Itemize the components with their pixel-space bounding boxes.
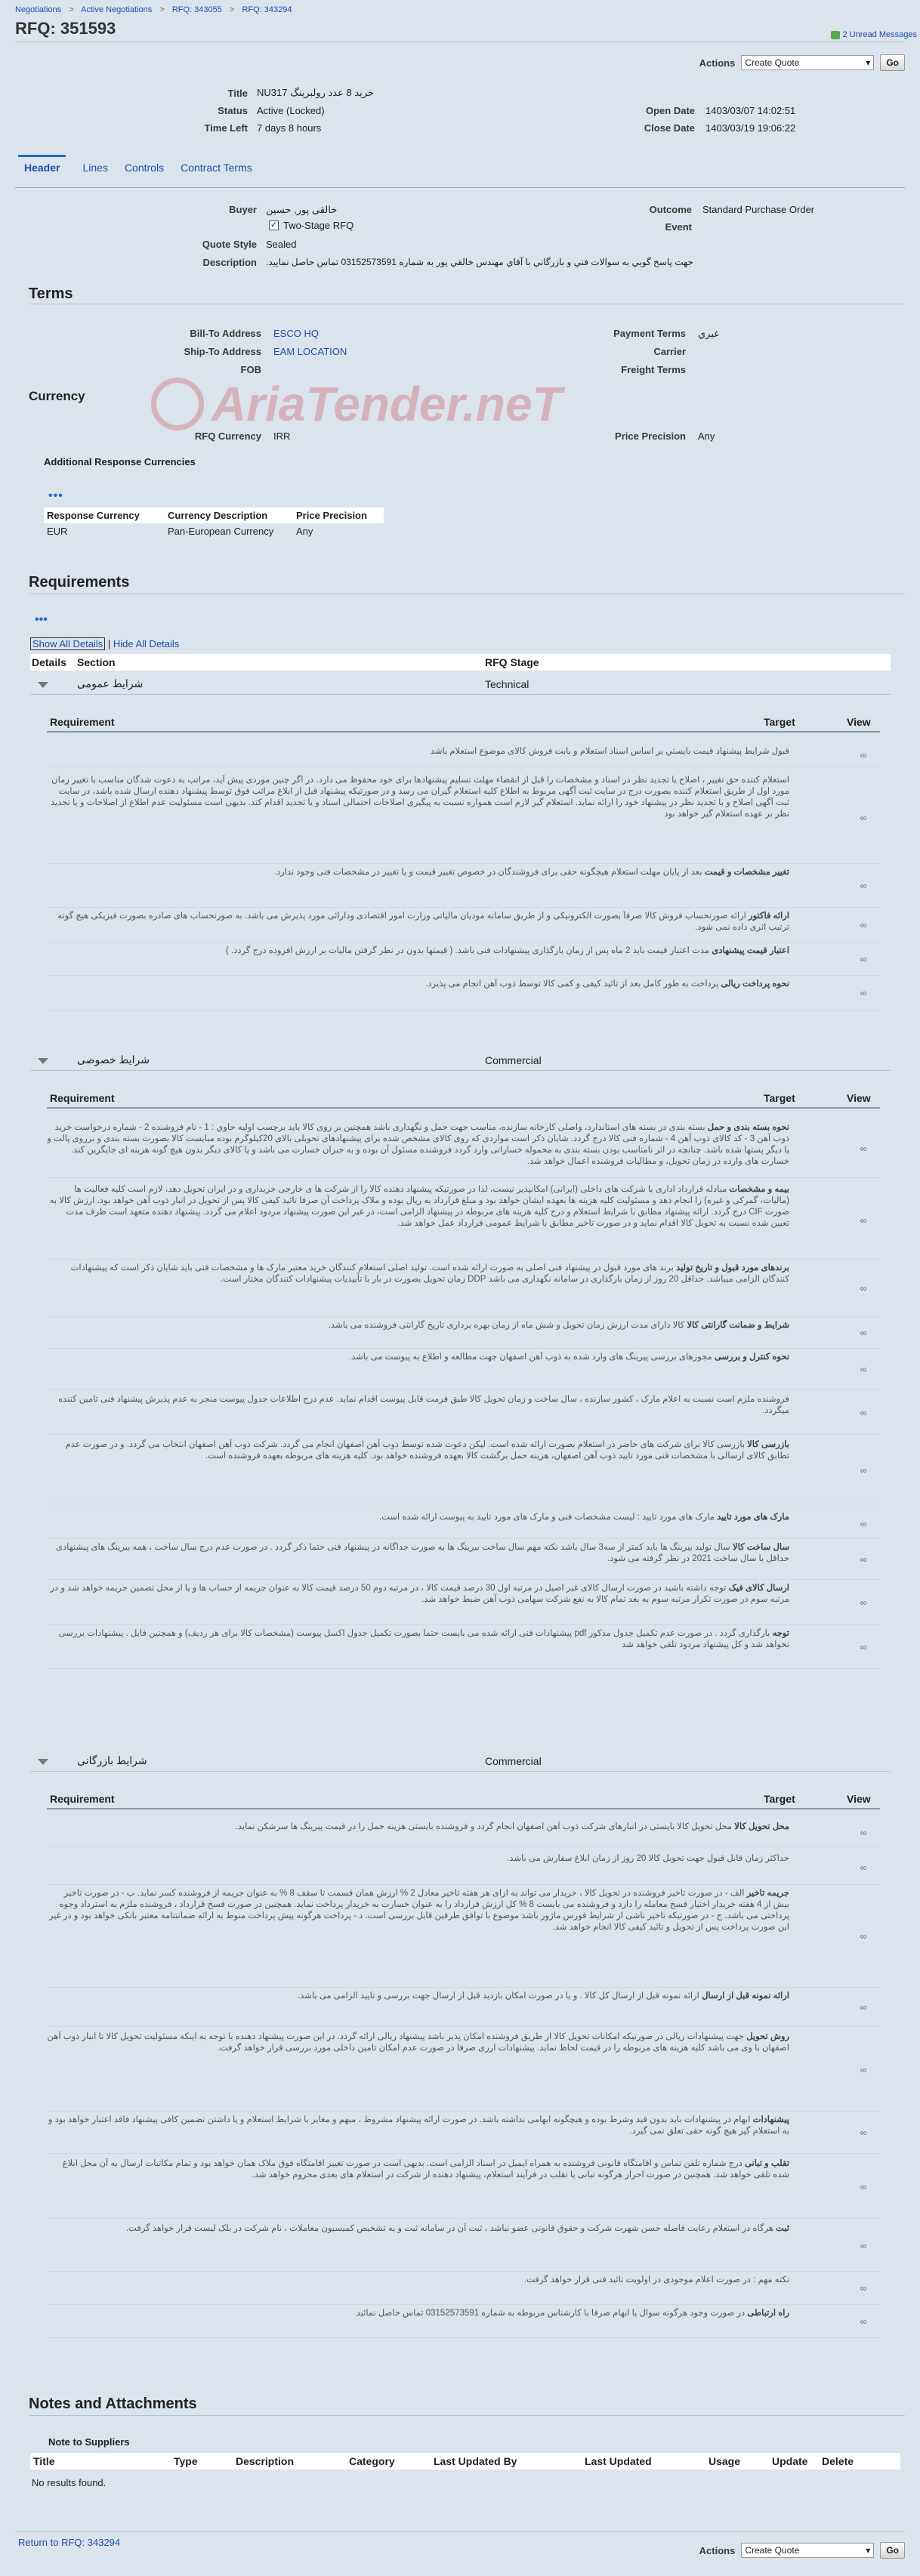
view-glasses-icon[interactable]: ∞: [860, 1828, 867, 1838]
requirement-section-row[interactable]: [30, 1751, 891, 1772]
col-price-precision: Price Precision: [296, 510, 367, 521]
ship-to-link[interactable]: EAM LOCATION: [273, 346, 347, 357]
col-requirement: Requirement: [50, 1092, 115, 1104]
requirement-text: حداکثر زمان قابل قبول جهت تحویل کالا 20 روز از زمان ابلاغ سفارش می باشد.: [507, 1854, 789, 1863]
view-glasses-icon[interactable]: ∞: [860, 2182, 867, 2192]
requirement-label: شرایط و ضمانت گارانتی کالا: [687, 1321, 789, 1330]
terms-heading: Terms: [29, 285, 73, 302]
col-details: Details: [32, 656, 66, 668]
view-glasses-icon[interactable]: ∞: [860, 2283, 867, 2294]
col-title: Title: [33, 2455, 55, 2467]
price-precision-label: Price Precision: [615, 430, 686, 442]
requirement-text: فروشنده ملزم است نسبت به اعلام مارک ، کشور سازنده ، سال ساخت و زمان تحویل کالا طبق فرمت قابل پیوست اقدام نماید. عدم درج اطلاعات جدول پیوست منجر به عدم پذیرش پیشنهاد فنی تامین کننده میگردد.: [58, 1395, 789, 1415]
requirement-row: [47, 1820, 880, 1847]
col-requirement: Requirement: [50, 1793, 115, 1805]
requirement-label: پیشنهادات: [752, 2115, 789, 2124]
more-icon[interactable]: •••: [48, 489, 63, 502]
show-hide-details: Show All Details | Hide All Details: [30, 638, 179, 649]
view-glasses-icon[interactable]: ∞: [860, 2127, 867, 2138]
collapse-toggle[interactable]: [30, 678, 77, 690]
bill-to-link[interactable]: ESCO HQ: [273, 328, 319, 339]
time-left-value: 7 days 8 hours: [257, 122, 322, 134]
requirement-row: [47, 2030, 880, 2112]
payment-terms-label: Payment Terms: [613, 328, 686, 339]
col-last-updated: Last Updated: [585, 2455, 652, 2467]
view-glasses-icon[interactable]: ∞: [860, 1364, 867, 1374]
carrier-label: Carrier: [653, 346, 686, 357]
col-usage: Usage: [709, 2455, 741, 2467]
go-button[interactable]: Go: [880, 2542, 905, 2559]
requirement-text: روش تحویل جهت پیشنهادات ریالی در صورتیکه امکانات تحویل کالا از طریق فروشنده امکان پذیر باشد پیشنهاد ریالی ارائه گردد. در این صورت پیشنهاد دهنده با توجه به اینکه مسئولیت تحویل کالا تا انبار ذوب آهن اصفهان با وی می باشد کلیه هزینه های مربوطه را در قیمت لحاظ نماید. پیشنهادات ارزی صرفا در صورت عدم امکان تامین داخلی مورد بررسی قرار خواهد گرفت.: [47, 2032, 789, 2053]
fob-label: FOB: [240, 364, 261, 375]
two-stage-checkbox: ✓: [270, 221, 278, 230]
requirement-text: نحوه پرداخت ریالی پرداخت به طور کامل بعد از تائید کیفی و کمی کالا توسط ذوب آهن انجام می پذیرد.: [425, 979, 789, 989]
triangle-down-icon: [38, 1058, 48, 1064]
requirement-row: [47, 865, 880, 908]
view-glasses-icon[interactable]: ∞: [860, 1597, 867, 1608]
bill-to-label: Bill-To Address: [190, 328, 261, 339]
chevron-down-icon: ▾: [866, 2545, 871, 2556]
requirement-text: راه ارتباطی در صورت وجود هرگونه سوال یا ابهام صرفا با کارشناس مربوطه به شماره 03152573591 تماس حاصل نمائید: [356, 2309, 789, 2318]
requirement-row: [47, 1989, 880, 2027]
requirement-row: [47, 2306, 880, 2338]
status-label: Status: [218, 105, 248, 116]
col-requirement: Requirement: [50, 716, 115, 728]
time-left-label: Time Left: [204, 122, 248, 134]
unread-messages-link[interactable]: 2 Unread Messages: [831, 30, 917, 39]
col-update: Update: [772, 2455, 808, 2467]
actions-label: Actions: [699, 2544, 736, 2556]
requirement-label: بازرسی کالا: [747, 1440, 789, 1449]
requirement-label: جریمه تاخیر: [746, 1889, 789, 1898]
currency-heading: Currency: [29, 389, 85, 403]
more-icon[interactable]: •••: [35, 613, 48, 626]
requirement-text: ارائه فاکتور ارائه صورتحساب فروش کالا صرفاً بصورت الکترونیکی و از طریق سامانه مودیان مالیاتی وزارت امور اقتصادی ودارائی مورد پذیرش می باشد. به صورتحساب های صادره بصورت فیزیکی هیچ گونه ترتیب اثری داده نمی شود.: [57, 912, 789, 932]
requirement-row: [47, 2113, 880, 2154]
requirement-text: قبول شرايط پيشنهاد قيمت بايستي بر اساس اسناد استعلام و بابت فروش کالای موضوع استعلام باشد: [430, 747, 789, 756]
requirement-text: برندهای مورد قبول و تاریخ تولید برند های مورد قبول در پیشنهاد فنی اصلی به صورت ارائه شده است. تولید اصلی استعلام کنندگان خرید معتبر مارک ها و مشخصات فنی باید شایان ذکر است که پیشنهادات کنندگان الزامی میباشد. حداقل 20 روز از زمان بارگذاری در سامانه نگهداری می باشد DDP زمان تحویل بصورت در بار با تأییدیات پیشنهادات کنندگان مختار است.: [70, 1263, 789, 1284]
close-date-value: 1403/03/19 19:06:22: [705, 122, 796, 134]
requirement-label: توجه: [772, 1629, 789, 1638]
triangle-down-icon: [38, 1759, 48, 1765]
attachments-header-row: [30, 2453, 900, 2470]
message-icon: [831, 31, 840, 39]
view-glasses-icon[interactable]: ∞: [860, 750, 867, 760]
col-rfq-stage: RFQ Stage: [485, 656, 539, 668]
additional-currencies-heading: Additional Response Currencies: [44, 456, 196, 467]
requirement-text: پیشنهادات ابهام در پیشنهادات باید بدون قید وشرط بوده و هیچگونه ابهامی نداشته باشد. در صورت ارائه پیشنهاد مشروط ، مبهم و مغایر با شرایط استعلام و یا داشتن تضمین کافی پیشنهاد فاقد اعتبار خواهد بود و به استعلام گیر هیچ گونه حقی تعلق نمی گیرد.: [48, 2115, 789, 2136]
col-currency-description: Currency Description: [168, 510, 268, 521]
section-stage: Commercial: [485, 1754, 542, 1767]
view-glasses-icon[interactable]: ∞: [860, 2065, 867, 2075]
requirement-row: [47, 909, 880, 942]
requirement-table-header: [47, 1089, 880, 1109]
section-name: شرایط خصوصی: [77, 1054, 150, 1066]
outcome-value: Standard Purchase Order: [702, 204, 815, 215]
watermark-circle-icon: [151, 378, 204, 430]
view-glasses-icon[interactable]: ∞: [860, 920, 867, 930]
requirement-label: سال ساخت کالا: [733, 1543, 789, 1552]
tab-controls[interactable]: Controls: [124, 162, 165, 174]
requirement-text: محل تحویل کالا محل تحویل کالا بایستی در انبارهای شرکت ذوب آهن اصفهان انجام گردد و فروشنده بایستی هزینه حمل را در قیمت پیرینگ ها سرشکن نماید.: [235, 1822, 789, 1831]
requirement-table-header: [47, 1790, 880, 1809]
requirement-row: [47, 1393, 880, 1435]
requirement-row: [47, 1319, 880, 1349]
requirement-label: اعتبار قیمت پیشنهادی: [712, 946, 789, 955]
requirement-row: [47, 1121, 880, 1178]
requirement-row: [47, 1261, 880, 1317]
requirement-text: نحوه بسته بندی و حمل بسته بندی در بسته های استاندارد، واصلی کارخانه سازنده، مناسب جهت حمل و نگهداری باشد همچنین بر روی کالا باید برچسب اوليه حاوي : 1 - نام فروشنده 2 - شماره درخواست خرید ذوب آهن 3 - کد کالای ذوب آهن 4 - شماره فنی کالا درج گردد. شایان ذکر است مواردی که روی کالای مشخص شده برای پیشنهادهای تحویلی بالای 20کیلوگرم بوده مبایست کالا بصورت بسته بندی و برروی پالت و یا دیگر پستها شده باشد. چنانچه در اثر نامناسب بودن بسته بندی به محموله خساراتی وارد گردد فروشنده مسئول آن بوده و به جبران خسارت می باشد و یا کالای دیگر بدون هیچ گونه هزینه ای جایگزین کند. خسارت های وارده در زمان تحویل، و مطالبات فروشنده اعمال خواهد شد.: [47, 1123, 789, 1166]
requirement-row: [47, 1886, 880, 1988]
requirement-row: [47, 977, 880, 1010]
requirement-text: ثبت هرگاه در استعلام رعایت فاصله حسن شهرت شرکت و حقوق قانونی عضو نباشد ، ثبت آن در سامانه ثبت و به تشخیص کمیسیون معاملات ، نام شرکت در بلک لیست قرار خواهد گرفت.: [125, 2224, 789, 2233]
requirement-row: [47, 1350, 880, 1390]
buyer-label: Buyer: [229, 204, 257, 215]
breadcrumb: Negotiations > Active Negotiations > RFQ: 343055 > RFQ: 343294: [15, 5, 292, 14]
section-stage: Technical: [485, 677, 529, 690]
breadcrumb-active-negotiations[interactable]: Active Negotiations: [81, 5, 153, 14]
requirement-row: [47, 1627, 880, 1669]
triangle-down-icon: [38, 682, 48, 688]
view-glasses-icon[interactable]: ∞: [860, 1642, 867, 1652]
col-description: Description: [236, 2455, 295, 2467]
description-label: Description: [202, 257, 257, 268]
view-glasses-icon[interactable]: ∞: [860, 2241, 867, 2251]
note-to-suppliers: Note to Suppliers: [48, 2436, 130, 2448]
show-all-details-link[interactable]: Show All Details: [30, 637, 105, 650]
requirement-row: [47, 1438, 880, 1504]
tab-header[interactable]: Header: [18, 155, 66, 174]
payment-terms-value: غیري: [698, 328, 720, 339]
requirement-text: ارسال کالای فیک توجه داشته باشید در صورت ارسال کالای غیر اصیل در مرتبه اول 30 درصد قیمت کالا ، در مرتبه دوم 50 درصد قیمت کالا به عنوان جریمه از حساب ها و یا از محل تضمین جریمه خواهد شد و در مرتبه سوم در صورت تکرار مرتبه سوم به بعد تمام کالا به نفع شرکت سهامی ذوب آهن ضبط خواهد شد.: [50, 1584, 789, 1604]
requirement-section-row[interactable]: [30, 674, 891, 695]
tab-contract-terms[interactable]: Contract Terms: [181, 162, 252, 174]
view-glasses-icon[interactable]: ∞: [860, 2002, 867, 2013]
collapse-toggle[interactable]: [30, 1054, 77, 1066]
view-glasses-icon[interactable]: ∞: [860, 1328, 867, 1338]
requirement-row: [47, 745, 880, 767]
view-glasses-icon[interactable]: ∞: [860, 954, 867, 964]
col-category: Category: [349, 2455, 395, 2467]
return-link[interactable]: Return to RFQ: 343294: [18, 2537, 121, 2548]
go-button[interactable]: Go: [880, 54, 905, 71]
two-stage-rfq: ✓ Two-Stage RFQ: [270, 220, 354, 231]
requirement-row: [47, 1852, 880, 1885]
view-glasses-icon[interactable]: ∞: [860, 1465, 867, 1476]
outcome-label: Outcome: [649, 204, 692, 215]
requirement-text: جریمه تاخیر الف - در صورت تاخیر فروشنده در تحویل کالا ، خریدار می تواند به ازای هر هفته تاخیر معادل 2 % ارزش همان قسمت تا سقف 8 % به عنوان جریمه از فروشنده کسر نماید. ب - در صورت تاخیر بیش از 4 هفته خریدار اختیار فسخ معامله را دارد و فروشنده می بایست 8 % کل ارزش قرارداد را به عنوان خسارت به خریدار پرداخت نماید. همچنین در صورت فسخ قرارداد ، فروشنده ملزم به استرداد وجوه پرداختی می باشد. ج - در صورتیکه تاخیر ناشی از شرایط فورس ماژور باشد موضوع با توافق طرفین قابل بررسی است. د - پرداخت هرگونه پیش پرداخت منوط به ارائه ضمانتنامه معتبر بانکی خواهد بود و در غیر این صورت پرداخت پس از تحویل و تائید کیفی کالا انجام خواهد شد.: [48, 1889, 789, 1932]
tab-lines[interactable]: Lines: [82, 162, 108, 174]
view-glasses-icon[interactable]: ∞: [860, 1862, 867, 1873]
view-glasses-icon[interactable]: ∞: [860, 1931, 867, 1942]
requirement-label: تغییر مشخصات و قیمت: [704, 868, 789, 877]
col-view: View: [847, 1092, 871, 1104]
requirement-row: [47, 773, 880, 864]
requirements-heading: Requirements: [29, 574, 130, 591]
requirement-label: ارائه فاکتور: [749, 912, 789, 921]
view-glasses-icon[interactable]: ∞: [860, 813, 867, 823]
requirement-row: [47, 1510, 880, 1539]
requirement-text: استعلام کننده حق تغییر ، اصلاح یا تجدید نظر در اسناد و مشخصات را قبل از انقضاء مهلت تسلیم پیشنهادها برای خود محفوظ می دارد. در اگر چنین موردی پیش آید، مراتب به دعوت شدگان مناسب با تغییر زمان مورد اول از طریق استعلام کننده بصورت درج در سایت ثبت آگهی مربوط به اطلاع کلیه استعلام گیران می رسد و در صورتیکه پیشنهاد قبل از ابلاغ مراتب فوق توسط پیشنهاد دهنده ارسال شده باشد، در سایت ثبت آگهی اصلاح و یا تجدید نظر در پیشنهاد خود را ارائه نماید. استعلام گیر لازم است همواره نسبت به پیگیری اصلاحات احتمالی اسناد و یا تجدید اقدام کند. بدیهی است مسئولیت عدم اطلاع از اصلاحات و یا تجدید نظر بر عهده استعلام گیر خواهد بود: [50, 776, 789, 819]
requirement-text: تقلب و تبانی درج شماره تلفن تماس و اقامتگاه قانونی فروشنده به همراه ایمیل در اسناد الزامی است. بدیهی است در صورت تغییر اقامتگاه فوق ملاک همان خواهد بود و تمام مکاتبات ارسال به آن محل ابلاغ شده تلقی خواهد شد. همچنین در صورت احراز هرگونه تبانی یا تقلب در فرآیند استعلام، پیشنهاد دهنده از شرکت در استعلام های بعدی محروم خواهد شد.: [62, 2159, 789, 2180]
response-currency-table: [44, 507, 384, 539]
section-stage: Commercial: [485, 1054, 542, 1066]
requirement-row: [47, 1183, 880, 1260]
col-view: View: [847, 716, 871, 728]
status-value: Active (Locked): [257, 105, 325, 116]
breadcrumb-rfq-343055[interactable]: RFQ: 343055: [171, 5, 222, 14]
requirement-label: نحوه بسته بندی و حمل: [707, 1123, 789, 1132]
col-view: View: [847, 1793, 871, 1805]
requirement-text: اعتبار قیمت پیشنهادی مدت اعتبار قیمت باید 2 ماه پس از زمان بارگذاری پیشنهادات فنی باشد. ( قیمتها بدون در نظر گرفتن مالیات بر ارزش افزوده درج گردد. ): [226, 946, 789, 955]
tab-bar: [18, 162, 252, 174]
requirement-text: توجه بارگذاری گردد . در صورت عدم تکمیل جدول مذکور pdf پیشنهادات فنی ارائه شده می بایست حتما بصورت تکمیل جدول اکسل پیوست (مشخصات کالا برای هر ردیف) و همچنین فایل . پیشنهادات بررسی نخواهد شد و کل پیشنهاد مردود تلقی خواهد شد: [58, 1629, 789, 1649]
requirement-row: [47, 1541, 880, 1580]
requirement-label: نحوه کنترل و بررسی: [714, 1353, 789, 1362]
requirement-row: [47, 1581, 880, 1625]
requirement-text: سال ساخت کالا سال تولید بیرینگ ها باید کمتر از سه3 سال باشد نکته مهم سال ساخت بیرینگ ها به صورت جداگانه در پیشنهاد فنی حتما ذکر گردد . در صورت عدم درج سال ساخت ، همه بیرینگ های پیشنهادی حداقل با سال ساخت 2021 در نظر گرفته می شود.: [56, 1543, 789, 1563]
quote-style-label: Quote Style: [202, 239, 257, 250]
view-glasses-icon[interactable]: ∞: [860, 1519, 867, 1529]
actions-bar: [699, 54, 905, 71]
requirement-label: نحوه پرداخت ریالی: [721, 979, 789, 989]
view-glasses-icon[interactable]: ∞: [860, 1283, 867, 1294]
requirement-label: ارائه نمونه قبل از ارسال: [702, 1991, 789, 2001]
watermark-logo: AriaTender.neT: [151, 376, 562, 432]
requirement-label: راه ارتباطی: [747, 2309, 789, 2318]
requirement-label: مارک های مورد تایید: [717, 1513, 789, 1522]
breadcrumb-rfq-343294[interactable]: RFQ: 343294: [242, 5, 292, 14]
requirement-table-header: [47, 713, 880, 733]
rfq-currency-label: RFQ Currency: [194, 430, 261, 442]
rfq-currency-value: IRR: [273, 430, 291, 442]
col-target: Target: [764, 1092, 795, 1104]
requirement-label: ارسال کالای فیک: [728, 1584, 789, 1593]
collapse-toggle[interactable]: [30, 1755, 77, 1767]
requirement-label: تقلب و تبانی: [744, 2159, 789, 2168]
chevron-down-icon: ▾: [866, 57, 871, 68]
page-title: RFQ: 351593: [15, 19, 116, 38]
requirement-text: بیمه و مشخصات مبادله قرارداد اداری با شرکت های داخلی (ایرانی) امکانپذیر نیست، لذا در صورتیکه پیشنهاد دهنده کالا را از شرکت ها ی خارجی خریداری و در ایران تحویل دهد، لازم است کلیه فعالیت ها (مالیات، گمرکی و غیره) را انجام دهد و مسئولیت کلیه هزینه ها بعهده ایشان خواهد بود و مبلغ قرارداد به ریال بوده و ملاک پرداخت آن صرفا تائید کیفی کالا پس از تحویل در انبار ذوب آهن خواهد بود. ارزش کالا به صورت CIF درج گردد. ارائه پیشنهاد مطابق با شرایط استعلام و درج کلیه هزینه های مربوطه در پیشنهاد الزامی است، در غیر این صورت پیشنهاد مردود اعلام می گردد. پیشنهاد دهنده متعهد است ظرف مدت تعیین شده نسبت به تحویل کالا اقدام نماید و در صورت تاخیر مطابق با شرایط عمومی قرارداد عمل خواهد شد.: [49, 1185, 789, 1228]
footer-actions-bar: [699, 2542, 905, 2559]
col-delete: Delete: [822, 2455, 854, 2467]
open-date-label: Open Date: [645, 105, 695, 116]
requirement-label: ثبت: [776, 2224, 789, 2233]
requirement-text: ارائه نمونه قبل از ارسال ارائه نمونه قبل از ارسال کل کالا . و یا در صورت امکان بازدید قبل از ارسال جهت بررسی و تایید الزامی می باشد.: [298, 1991, 789, 2001]
requirement-label: بیمه و مشخصات: [729, 1185, 789, 1194]
notes-heading: Notes and Attachments: [29, 2396, 197, 2412]
col-type: Type: [174, 2455, 198, 2467]
title-value: NU317 خرید 8 عدد رولبرینگ: [257, 87, 374, 98]
freight-terms-label: Freight Terms: [621, 364, 686, 375]
view-glasses-icon[interactable]: ∞: [860, 988, 867, 998]
col-target: Target: [764, 716, 795, 728]
requirement-label: محل تحویل کالا: [734, 1822, 789, 1831]
requirements-header-row: [30, 654, 891, 671]
open-date-value: 1403/03/07 14:02:51: [705, 105, 796, 116]
section-name: شرایط عمومی: [77, 677, 144, 690]
requirement-text: تغییر مشخصات و قیمت بعد از پایان مهلت استعلام هیچگونه حقی برای فروشندگان در خصوص تغییر قیمت و یا تغییر در مشخصات فنی وجود ندارد.: [273, 868, 789, 877]
requirement-section-row[interactable]: [30, 1050, 891, 1071]
requirement-text: مارک های مورد تایید مارک های مورد تایید : لیست مشخصات فنی و مارک های مورد تایید به پیوست ارائه شده است.: [378, 1513, 789, 1522]
requirement-text: نکته مهم : در صورت اعلام موجودی در اولویت تائید فنی قرار خواهد گرفت.: [523, 2275, 789, 2284]
title-label: Title: [227, 88, 248, 99]
view-glasses-icon[interactable]: ∞: [860, 2316, 867, 2327]
price-precision-value: Any: [698, 430, 715, 442]
requirement-text: نحوه کنترل و بررسی مجوزهای بررسی پیرینگ های وارد شده به ذوب آهن اصفهان جهت مطالعه و اطلاع به پیوست می باشد.: [348, 1353, 789, 1362]
requirement-label: برندهای مورد قبول و تاریخ تولید: [676, 1263, 789, 1273]
event-label: Event: [665, 221, 692, 233]
ship-to-label: Ship-To Address: [184, 346, 261, 357]
col-target: Target: [764, 1793, 795, 1805]
view-glasses-icon[interactable]: ∞: [860, 1554, 867, 1565]
no-results: No results found.: [32, 2477, 107, 2488]
requirement-label: روش تحویل: [746, 2032, 789, 2041]
requirement-row: [47, 2273, 880, 2305]
quote-style-value: Sealed: [266, 239, 297, 250]
description-value: جهت پاسخ گويي به سوالات فني و بازرگاني با آقاي مهندس خالقي پور به شماره 03152573591 تماس حاصل نمایید.: [266, 257, 693, 267]
requirement-row: [47, 944, 880, 976]
breadcrumb-negotiations[interactable]: Negotiations: [15, 5, 62, 14]
col-last-updated-by: Last Updated By: [434, 2455, 517, 2467]
actions-label: Actions: [699, 57, 736, 69]
actions-select[interactable]: Create Quote ▾: [741, 55, 874, 70]
buyer-value: خالقی پور, حسین: [266, 204, 338, 215]
actions-select[interactable]: Create Quote ▾: [741, 2543, 874, 2558]
section-name: شرایط بازرگانی: [77, 1754, 147, 1766]
view-glasses-icon[interactable]: ∞: [860, 1215, 867, 1226]
requirement-row: [47, 2222, 880, 2272]
requirement-text: شرایط و ضمانت گارانتی کالا کالا دارای مدت ارزش زمان تحویل و شش ماه از زمان بهره برداری تاریخ گارانتی فروشنده می باشد.: [328, 1321, 789, 1330]
col-section: Section: [77, 656, 116, 668]
view-glasses-icon[interactable]: ∞: [860, 881, 867, 891]
requirement-text: بازرسی کالا بازرسی کالا برای شرکت های حاضر در استعلام بصورت ارائه شده است. لیکن دعوت شده توسط ذوب آهن اصفهان انجام می گردد. شرکت ذوب آهن اصفهان انتخاب می گردد. و در صورت عدم تطابق کالای ارسالی با مشخصات فنی مورد تایید ذوب آهن اصفهان، هزینه حمل برگشت کالا بعهده فروشنده خواهد بود. کلیه هزینه های مربوطه بعهده فروشنده است.: [65, 1440, 789, 1461]
hide-all-details-link[interactable]: Hide All Details: [113, 638, 180, 649]
view-glasses-icon[interactable]: ∞: [860, 1408, 867, 1418]
view-glasses-icon[interactable]: ∞: [860, 1143, 867, 1154]
table-row: EUR Pan-European Currency Any: [47, 526, 313, 537]
close-date-label: Close Date: [644, 122, 695, 134]
col-response-currency: Response Currency: [47, 510, 140, 521]
requirement-row: [47, 2157, 880, 2219]
